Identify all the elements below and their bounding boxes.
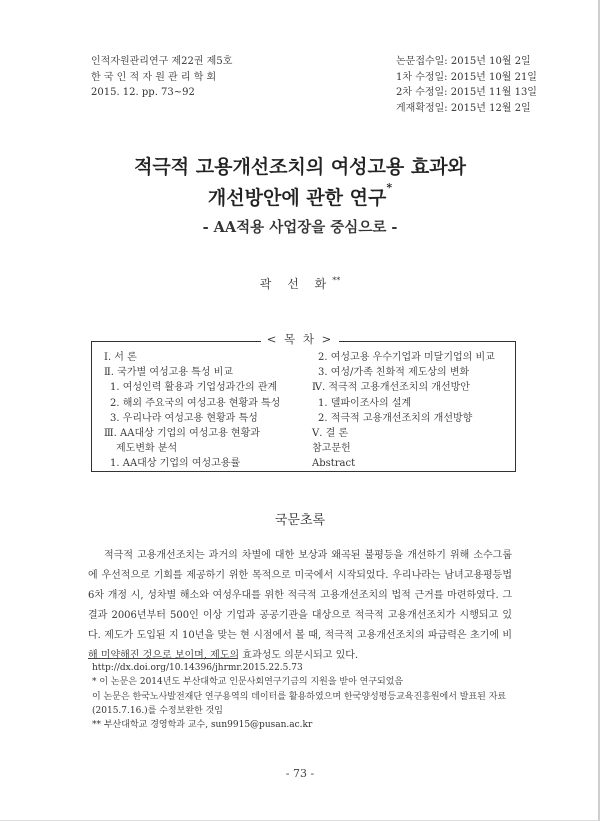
toc-left-column [104,350,280,472]
toc-right-column [312,350,495,472]
footnote-data-source-cont: (2015.7.16.)를 수정보완한 것임 [92,705,223,716]
accepted-date: 게재확정일: 2015년 12월 2일 [396,102,531,114]
journal-name: 인적자원관리연구 제22권 제5호 [91,56,233,67]
toc-heading [0,331,600,347]
toc-item: 1. 여성인력 활용과 기업성과간의 관계 [110,382,278,394]
abstract-text: 적극적 고용개선조치는 과거의 차별에 대한 보상과 왜곡된 불평등을 개선하기 위해 소수그룹에 우선적으로 기회를 제공하기 위한 목적으로 미국에서 시작되었다. 우리나라는 남녀고용평등법 6차 개정 시, 성차별 해소와 여성우대를 위한 적극적 고용개선조치의 법적 근거를 마련하였다. 그 결과 2006년부터 500인 이상 기업과 공공기관을 대상으로 적극적 고용개선조치가 시행되고 있다. 제도가 도입된 지 10년을 맞는 현 시점에서 볼 때, 적극적 고용개선조치의 파급력은 초기에 비해 미약해진 것으로 보이며, 제도의 효과성도 의문시되고 있다. [88,550,512,661]
paper-title-line2-text: 개선방안에 관한 연구 [207,187,387,209]
toc-item: 3. 여성/가족 친화적 제도상의 변화 [318,367,470,379]
issue-pages: 2015. 12. pp. 73~92 [91,87,195,98]
toc-item: Ⅲ. AA대상 기업의 여성고용 현황과 [104,428,260,440]
toc-item: 2. 여성고용 우수기업과 미달기업의 비교 [318,352,495,363]
author-name: 곽 선 화 [259,277,333,291]
toc-item: 2. 해외 주요국의 여성고용 현황과 특성 [110,397,281,409]
abstract-heading: 국문초록 [274,513,326,528]
footnote-data-source: 이 논문은 한국노사발전재단 연구용역의 데이터를 활용하였으며 한국양성평등교육진흥원에서 발표된 자료 [92,691,507,702]
doi-link[interactable]: http://dx.doi.org/10.14396/jhrmr.2015.22.5.73 [92,663,303,673]
toc-item: Ⅰ. 서 론 [104,352,137,363]
toc-heading-text: < 목 차 > [261,332,339,346]
toc-item: 2. 적극적 고용개선조치의 개선방향 [318,412,473,424]
toc-item: Abstract [312,458,356,470]
toc-item: 참고문헌 [312,443,351,455]
paper-title-line1: 적극적 고용개선조치의 여성고용 효과와 [134,156,466,178]
paper-subtitle: - AA적용 사업장을 중심으로 - [202,219,398,236]
received-date: 논문접수일: 2015년 10월 2일 [396,56,531,67]
toc-item: 1. 델파이조사의 설계 [318,397,412,409]
toc-item: Ⅱ. 국가별 여성고용 특성 비교 [104,367,233,379]
revision2-date: 2차 수정일: 2015년 11월 13일 [396,87,537,98]
paper-title-line2 [0,183,600,210]
footnote-author-affiliation: ** 부산대학교 경영학과 교수, sun9915@pusan.ac.kr [92,720,313,731]
toc-item: 제도변화 분석 [116,443,178,455]
page-number: - 73 - [285,767,315,780]
revision1-date: 1차 수정일: 2015년 10월 21일 [396,71,537,83]
footnote-divider [88,658,238,659]
title-footnote-marker: * [386,181,393,194]
author [0,275,600,292]
society-name: 한 국 인 적 자 원 관 리 학 회 [91,71,217,83]
toc-item: Ⅳ. 적극적 고용개선조치의 개선방안 [312,382,470,394]
toc-item: Ⅴ. 결 론 [312,428,349,440]
toc-item: 3. 우리나라 여성고용 현황과 특성 [110,412,258,424]
footnotes [92,661,522,732]
author-footnote-marker: ** [332,276,341,285]
submission-dates [396,54,537,116]
journal-info [91,54,232,101]
toc-item: 1. AA대상 기업의 여성고용률 [110,458,241,470]
footnote-funding: * 이 논문은 2014년도 부산대학교 인문사회연구기금의 지원을 받아 연구되었음 [92,677,404,688]
